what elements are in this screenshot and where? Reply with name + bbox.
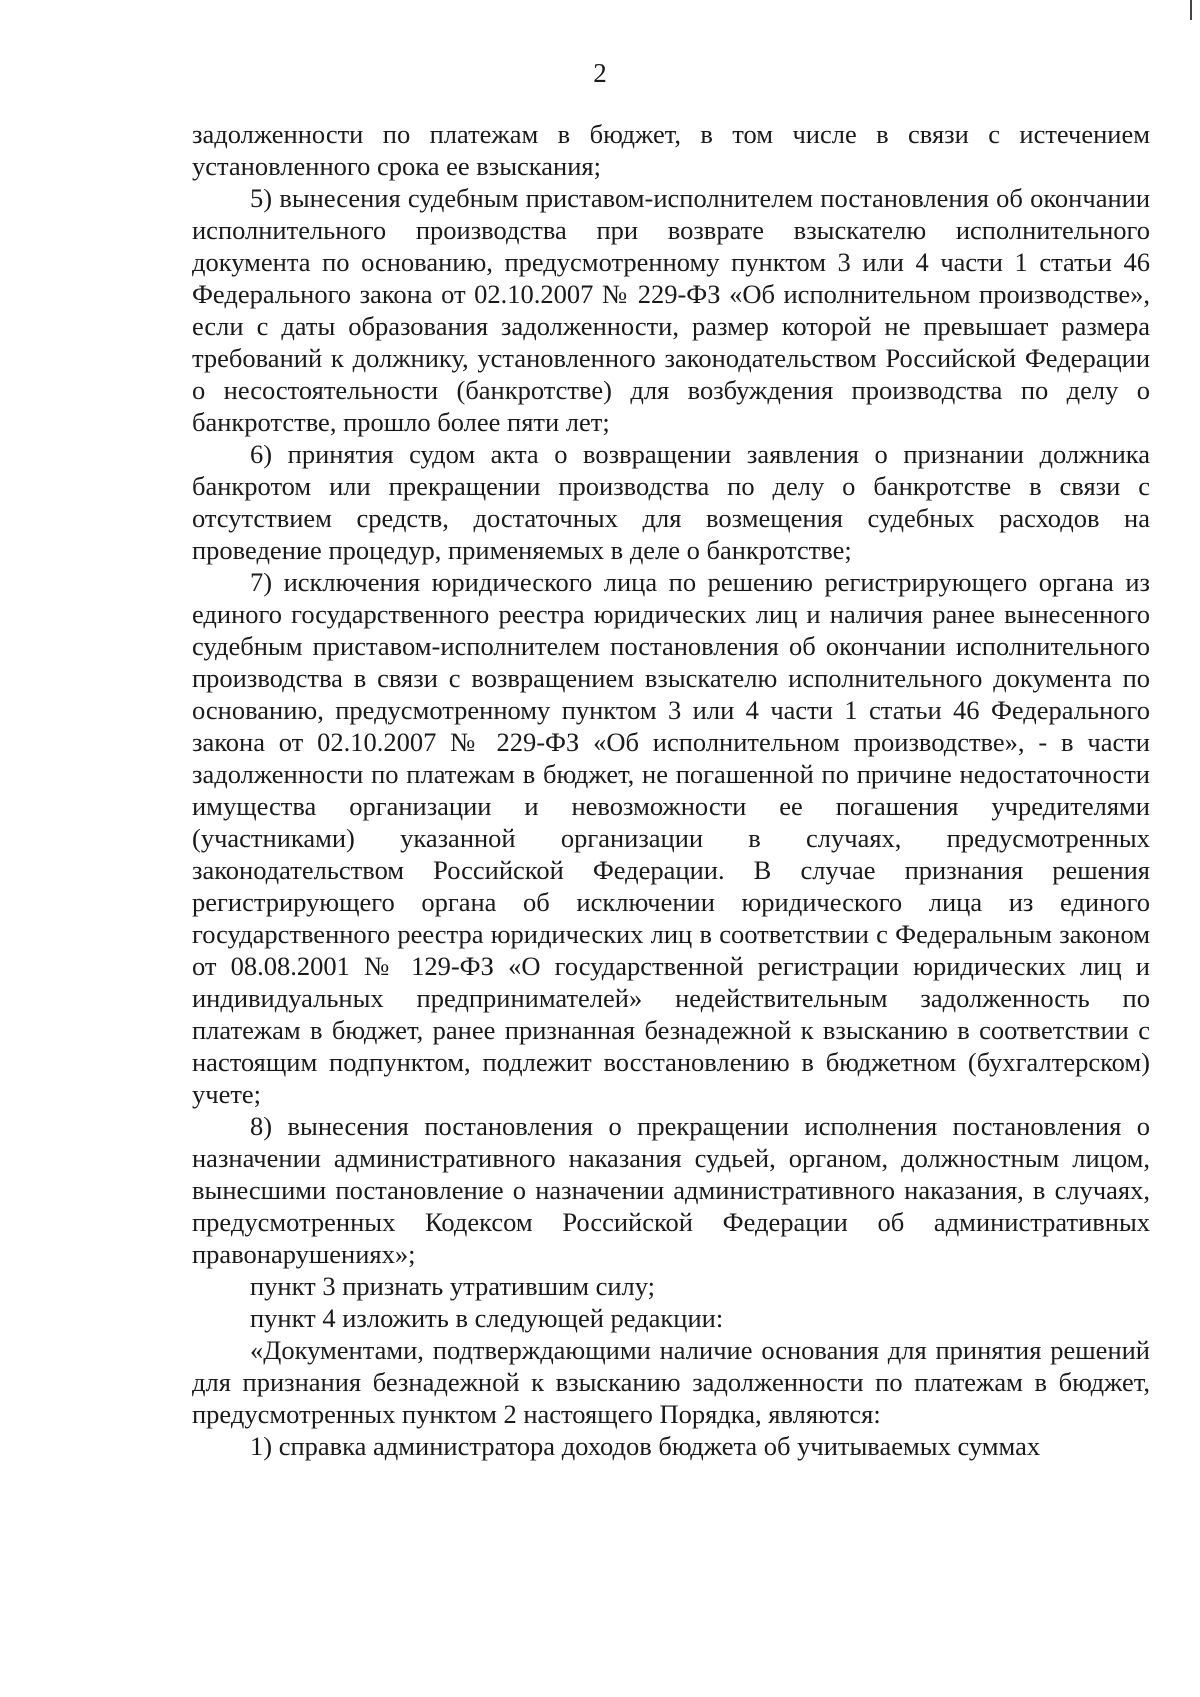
paragraph-continuation: задолженности по платежам в бюджет, в том числе в связи с истечением установленного срока ее взыскания; <box>192 119 1150 181</box>
paragraph-documents-intro: «Документами, подтверждающими наличие основания для принятия решений для признания безнадежной к взысканию задолженности по платежам в бюджет, предусмотренных пунктом 2 настоящего Порядка, являются: <box>192 1335 1150 1429</box>
paragraph-item-7: 7) исключения юридического лица по решению регистрирующего органа из единого государственного реестра юридических лиц и наличия ранее вынесенного судебным приставом-исполнителем постановления об окончании исполнительного производства в связи с возвращением взыскателю исполнительного документа по основанию, предусмотренному пунктом 3 или 4 части 1 статьи 46 Федерального закона от 02.10.2007 № 229-ФЗ «Об исполнительном производстве», - в части задолженности по платежам в бюджет, не погашенной по причине недостаточности имущества организации и невозможности ее погашения учредителями (участниками) указанной организации в случаях, предусмотренных законодательством Российской Федерации. В случае признания решения регистрирующего органа об исключении юридического лица из единого государственного реестра юридических лиц в соответствии с Федеральным законом от 08.08.2001 № 129-ФЗ «О государственной регистрации юридических лиц и индивидуальных предпринимателей» недействительным задолженность по платежам в бюджет, ранее признанная безнадежной к взысканию в соответствии с настоящим подпунктом, подлежит восстановлению в бюджетном (бухгалтерском) учете; <box>192 567 1150 1109</box>
document-body <box>192 118 1150 1462</box>
page-number: 2 <box>593 58 607 88</box>
paragraph-clause-4: пункт 4 изложить в следующей редакции: <box>250 1303 724 1333</box>
paragraph-item-8: 8) вынесения постановления о прекращении исполнения постановления о назначении административного наказания судьей, органом, должностным лицом, вынесшими постановление о назначении административного наказания, в случаях, предусмотренных Кодексом Российской Федерации об административных правонарушениях»; <box>192 1111 1150 1269</box>
paragraph-document-1: 1) справка администратора доходов бюджета об учитываемых суммах <box>250 1431 1041 1461</box>
page-edge-mark <box>1190 0 1192 20</box>
paragraph-clause-3: пункт 3 признать утратившим силу; <box>250 1271 656 1301</box>
paragraph-item-5: 5) вынесения судебным приставом-исполнителем постановления об окончании исполнительного производства при возврате взыскателю исполнительного документа по основанию, предусмотренному пунктом 3 или 4 части 1 статьи 46 Федерального закона от 02.10.2007 № 229-ФЗ «Об исполнительном производстве», если с даты образования задолженности, размер которой не превышает размера требований к должнику, установленного законодательством Российской Федерации о несостоятельности (банкротстве) для возбуждения производства по делу о банкротстве, прошло более пяти лет; <box>192 183 1150 437</box>
paragraph-item-6: 6) принятия судом акта о возвращении заявления о признании должника банкротом или прекращении производства по делу о банкротстве в связи с отсутствием средств, достаточных для возмещения судебных расходов на проведение процедур, применяемых в деле о банкротстве; <box>192 439 1150 565</box>
